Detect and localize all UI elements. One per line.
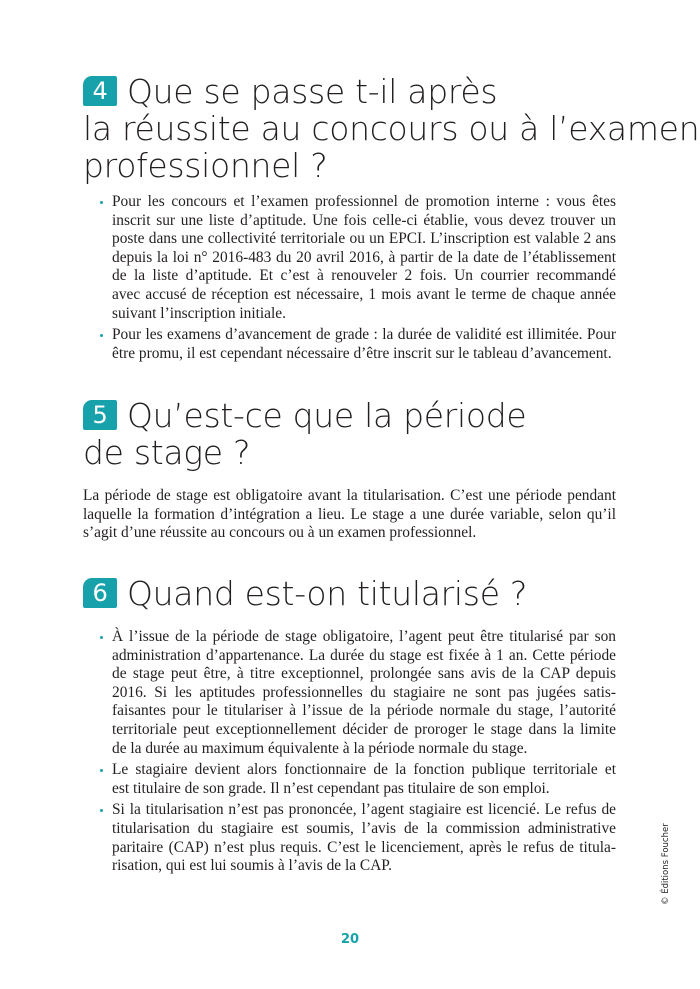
section-5-paragraph [83, 487, 616, 543]
list-item [100, 326, 616, 363]
text-line: de stage peut être, à titre exceptionnel, prolongée sans avis de la CAP depuis [112, 665, 616, 683]
text-line: paritaire (CAP) n’est plus requis. C’est le licenciement, après le refus de titula- [112, 838, 616, 856]
text-line: inscrit sur une liste d’aptitude. Une fois celle-ci établie, vous devez trouver un [112, 211, 616, 229]
section-6-list [100, 628, 616, 879]
list-item [100, 628, 616, 758]
text-line: s’agit d’une réussite au concours ou à un examen professionnel. [83, 524, 477, 542]
text-line: être promu, il est cependant nécessaire d’être inscrit sur le tableau d’avancement. [112, 344, 612, 362]
text-line: de la durée au maximum équivalente à la période normale du stage. [112, 739, 528, 757]
heading-line: Quand est-on titularisé ? [127, 574, 528, 613]
text-line: Si la titularisation n’est pas prononcée, l’agent stagiaire est licencié. Le refus de [112, 801, 616, 819]
section-number-badge: 5 [83, 400, 117, 430]
list-item [100, 801, 616, 875]
text-line: administration d’appartenance. La durée du stage est fixée à 1 an. Cette période [112, 646, 616, 664]
text-line: risation, qui est lui soumis à l’avis de la CAP. [112, 857, 393, 875]
text-line: Pour les examens d’avancement de grade : la durée de validité est illimitée. Pour [112, 326, 616, 344]
heading-line: de stage ? [83, 433, 251, 472]
heading-line: Que se passe t-il après [127, 72, 498, 111]
text-line: faisantes pour le titulariser à l’issue de la période normale du stage, l’autorité [112, 702, 616, 720]
text-line: À l’issue de la période de stage obligatoire, l’agent peut être titularisé par son [112, 628, 616, 645]
text-line: Pour les concours et l’examen professionnel de promotion interne : vous êtes [112, 193, 616, 210]
text-line: titularisation du stagiaire est soumis, l’avis de la commission administrative [112, 819, 616, 837]
copyright-notice: © Éditions Foucher [661, 823, 671, 905]
text-line: de la liste d’aptitude. Et c’est à renouveler 2 fois. Un courrier recommandé [112, 267, 616, 285]
text-line: poste dans une collectivité territoriale ou un EPCI. L’inscription est valable 2 ans [112, 230, 616, 248]
text-line: 2016. Si les aptitudes professionnelles du stagiaire ne sont pas jugées satis- [112, 683, 616, 701]
heading-line: professionnel ? [83, 146, 328, 185]
heading-section-6 [83, 575, 527, 612]
text-line: Le stagiaire devient alors fonctionnaire de la fonction publique territoriale et [112, 761, 616, 779]
heading-line: Qu’est-ce que la période [127, 396, 527, 435]
page-number: 20 [340, 932, 360, 947]
text-line: La période de stage est obligatoire avant la titularisation. C’est une période pendant [83, 487, 616, 504]
text-line: avec accusé de réception est nécessaire, 1 mois avant le terme de chaque année [112, 285, 616, 303]
text-line: territoriale peut exceptionnellement décider de proroger le stage dans la limite [112, 720, 616, 738]
heading-section-5 [83, 397, 526, 471]
section-4-list [100, 193, 616, 366]
section-number-badge: 6 [83, 578, 117, 608]
section-number-badge: 4 [83, 76, 117, 106]
heading-line: la réussite au concours ou à l’examen [83, 109, 700, 148]
list-item [100, 761, 616, 798]
text-line: suivant l’inscription initiale. [112, 304, 286, 322]
list-item [100, 193, 616, 323]
text-line: est titulaire de son grade. Il n’est cependant pas titulaire de son emploi. [112, 779, 550, 797]
text-line: depuis la loi n° 2016-483 du 20 avril 2016, à partir de la date de l’établissement [112, 248, 616, 266]
text-line: laquelle la formation d’intégration a lieu. Le stage a une durée variable, selon qu’il [83, 505, 616, 523]
heading-section-4 [83, 73, 699, 184]
